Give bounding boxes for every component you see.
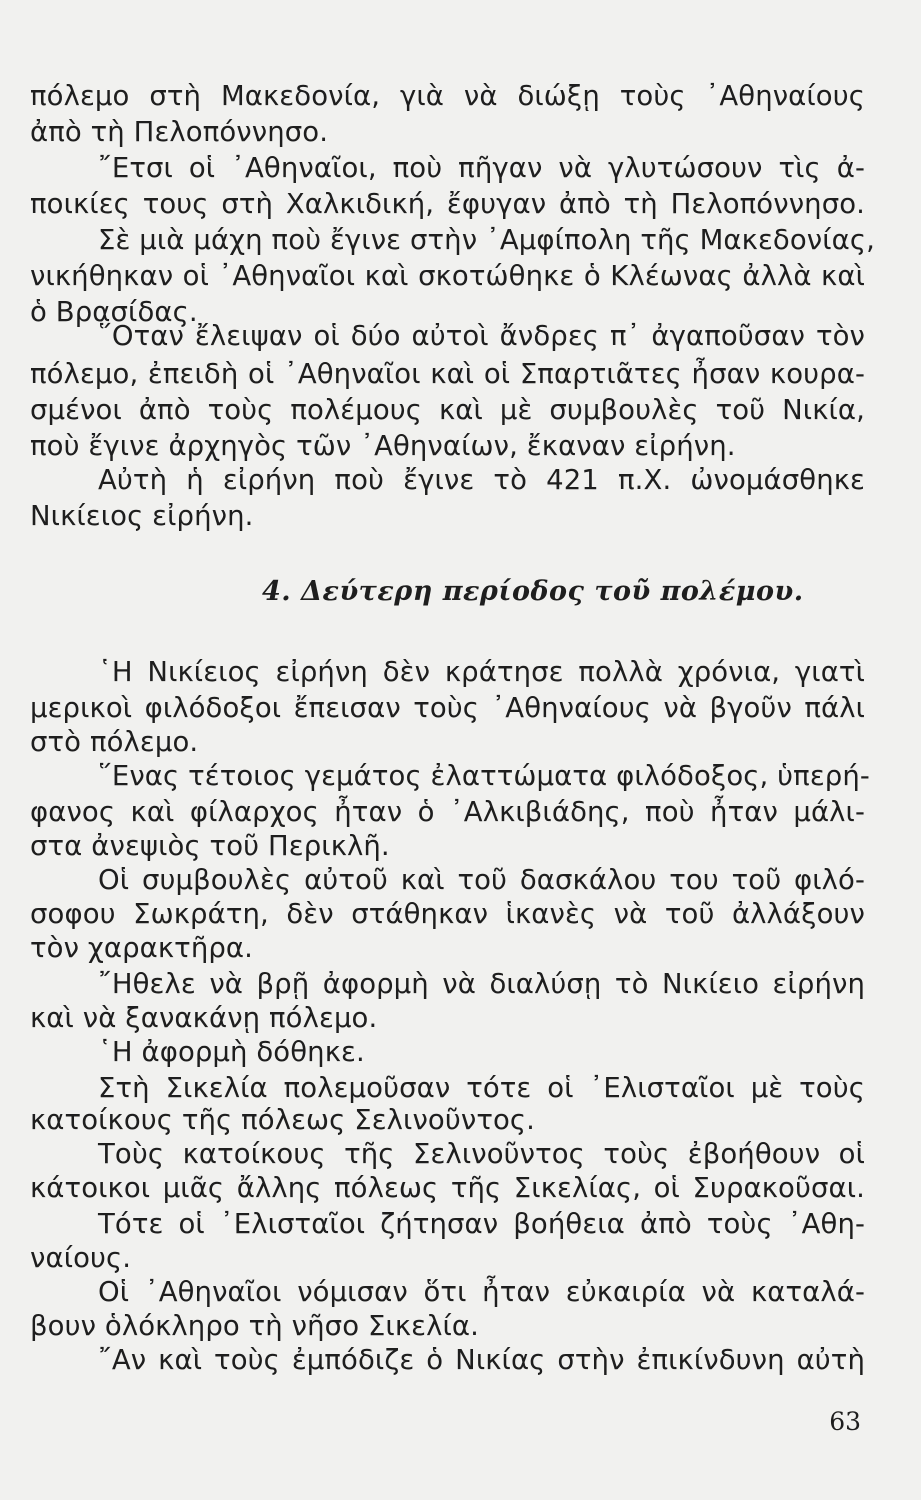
text-line: Οἱ ᾿Αθηναῖοι νόμισαν ὅτι ἦταν εὐκαιρία νὰ καταλά- xyxy=(98,1276,865,1308)
section-heading: 4. Δεύτερη περίοδος τοῦ πολέμου. xyxy=(262,576,804,607)
text-line: ναίους. xyxy=(30,1242,132,1274)
text-line: πόλεμο στὴ Μακεδονία, γιὰ νὰ διώξῃ τοὺς ᾿Αθηναίους xyxy=(30,80,865,112)
text-line: τὸν χαρακτῆρα. xyxy=(30,932,253,964)
text-line: Σὲ μιὰ μάχη ποὺ ἔγινε στὴν ᾿Αμφίπολη τῆς Μακεδονίας, xyxy=(98,224,875,256)
text-line: στὸ πόλεμο. xyxy=(30,726,199,758)
text-line: νικήθηκαν οἱ ᾿Αθηναῖοι καὶ σκοτώθηκε ὁ Κλέωνας ἀλλὰ καὶ xyxy=(30,260,865,292)
text-line: ῎Αν καὶ τοὺς ἐμπόδιζε ὁ Νικίας στὴν ἐπικίνδυνη αὐτὴ xyxy=(98,1344,865,1376)
text-line: ῾Η ἀφορμὴ δόθηκε. xyxy=(98,1036,365,1068)
text-line: στα ἀνεψιὸς τοῦ Περικλῆ. xyxy=(30,830,390,862)
text-line: ποὺ ἔγινε ἀρχηγὸς τῶν ᾿Αθηναίων, ἔκαναν εἰρήνη. xyxy=(30,430,736,462)
text-line: ποικίες τους στὴ Χαλκιδική, ἔφυγαν ἀπὸ τὴ Πελοπόννησο. xyxy=(30,188,865,220)
text-line: βουν ὁλόκληρο τὴ νῆσο Σικελία. xyxy=(30,1310,479,1342)
page-number: 63 xyxy=(829,1407,861,1436)
text-line: ῞Οταν ἔλειψαν οἱ δύο αὐτοὶ ἄνδρες π᾿ ἀγαποῦσαν τὸν xyxy=(98,320,865,352)
text-line: πόλεμο, ἐπειδὴ οἱ ᾿Αθηναῖοι καὶ οἱ Σπαρτιᾶτες ἦσαν κουρα- xyxy=(30,358,865,390)
text-line: σοφου Σωκράτη, δὲν στάθηκαν ἱκανὲς νὰ τοῦ ἀλλάξουν xyxy=(30,898,865,930)
text-line: ῎Ετσι οἱ ᾿Αθηναῖοι, ποὺ πῆγαν νὰ γλυτώσουν τὶς ἀ- xyxy=(98,152,865,184)
text-line: Στὴ Σικελία πολεμοῦσαν τότε οἱ ᾿Ελισταῖοι μὲ τοὺς xyxy=(98,1072,865,1104)
text-line: φανος καὶ φίλαρχος ἦταν ὁ ᾿Αλκιβιάδης, ποὺ ἦταν μάλι- xyxy=(30,796,865,828)
text-line: κατοίκους τῆς πόλεως Σελινοῦντος. xyxy=(30,1104,535,1136)
text-line: καὶ νὰ ξανακάνῃ πόλεμο. xyxy=(30,1002,378,1034)
text-line: Νικίειος εἰρήνη. xyxy=(30,500,254,532)
text-line: σμένοι ἀπὸ τοὺς πολέμους καὶ μὲ συμβουλὲς τοῦ Νικία, xyxy=(30,394,865,426)
text-line: Οἱ συμβουλὲς αὐτοῦ καὶ τοῦ δασκάλου του τοῦ φιλό- xyxy=(98,864,865,896)
text-line: ἀπὸ τὴ Πελοπόννησο. xyxy=(30,116,329,148)
text-line: Τότε οἱ ᾿Ελισταῖοι ζήτησαν βοήθεια ἀπὸ τοὺς ᾿Αθη- xyxy=(98,1208,865,1240)
text-line: Αὐτὴ ἡ εἰρήνη ποὺ ἔγινε τὸ 421 π.Χ. ὠνομάσθηκε xyxy=(98,464,865,496)
text-line: κάτοικοι μιᾶς ἄλλης πόλεως τῆς Σικελίας, οἱ Συρακοῦσαι. xyxy=(30,1172,865,1204)
text-line: ῎Ηθελε νὰ βρῇ ἀφορμὴ νὰ διαλύσῃ τὸ Νικίειο εἰρήνη xyxy=(98,968,865,1000)
text-line: Τοὺς κατοίκους τῆς Σελινοῦντος τοὺς ἐβοήθουν οἱ xyxy=(98,1138,865,1170)
text-line: μερικοὶ φιλόδοξοι ἔπεισαν τοὺς ᾿Αθηναίους νὰ βγοῦν πάλι xyxy=(30,692,865,724)
text-line: ῞Ενας τέτοιος γεμάτος ἐλαττώματα φιλόδοξος, ὑπερή- xyxy=(98,760,870,792)
text-line: ῾Η Νικίειος εἰρήνη δὲν κράτησε πολλὰ χρόνια, γιατὶ xyxy=(98,656,865,688)
text-line: ὁ Βρασίδας. xyxy=(30,296,198,328)
